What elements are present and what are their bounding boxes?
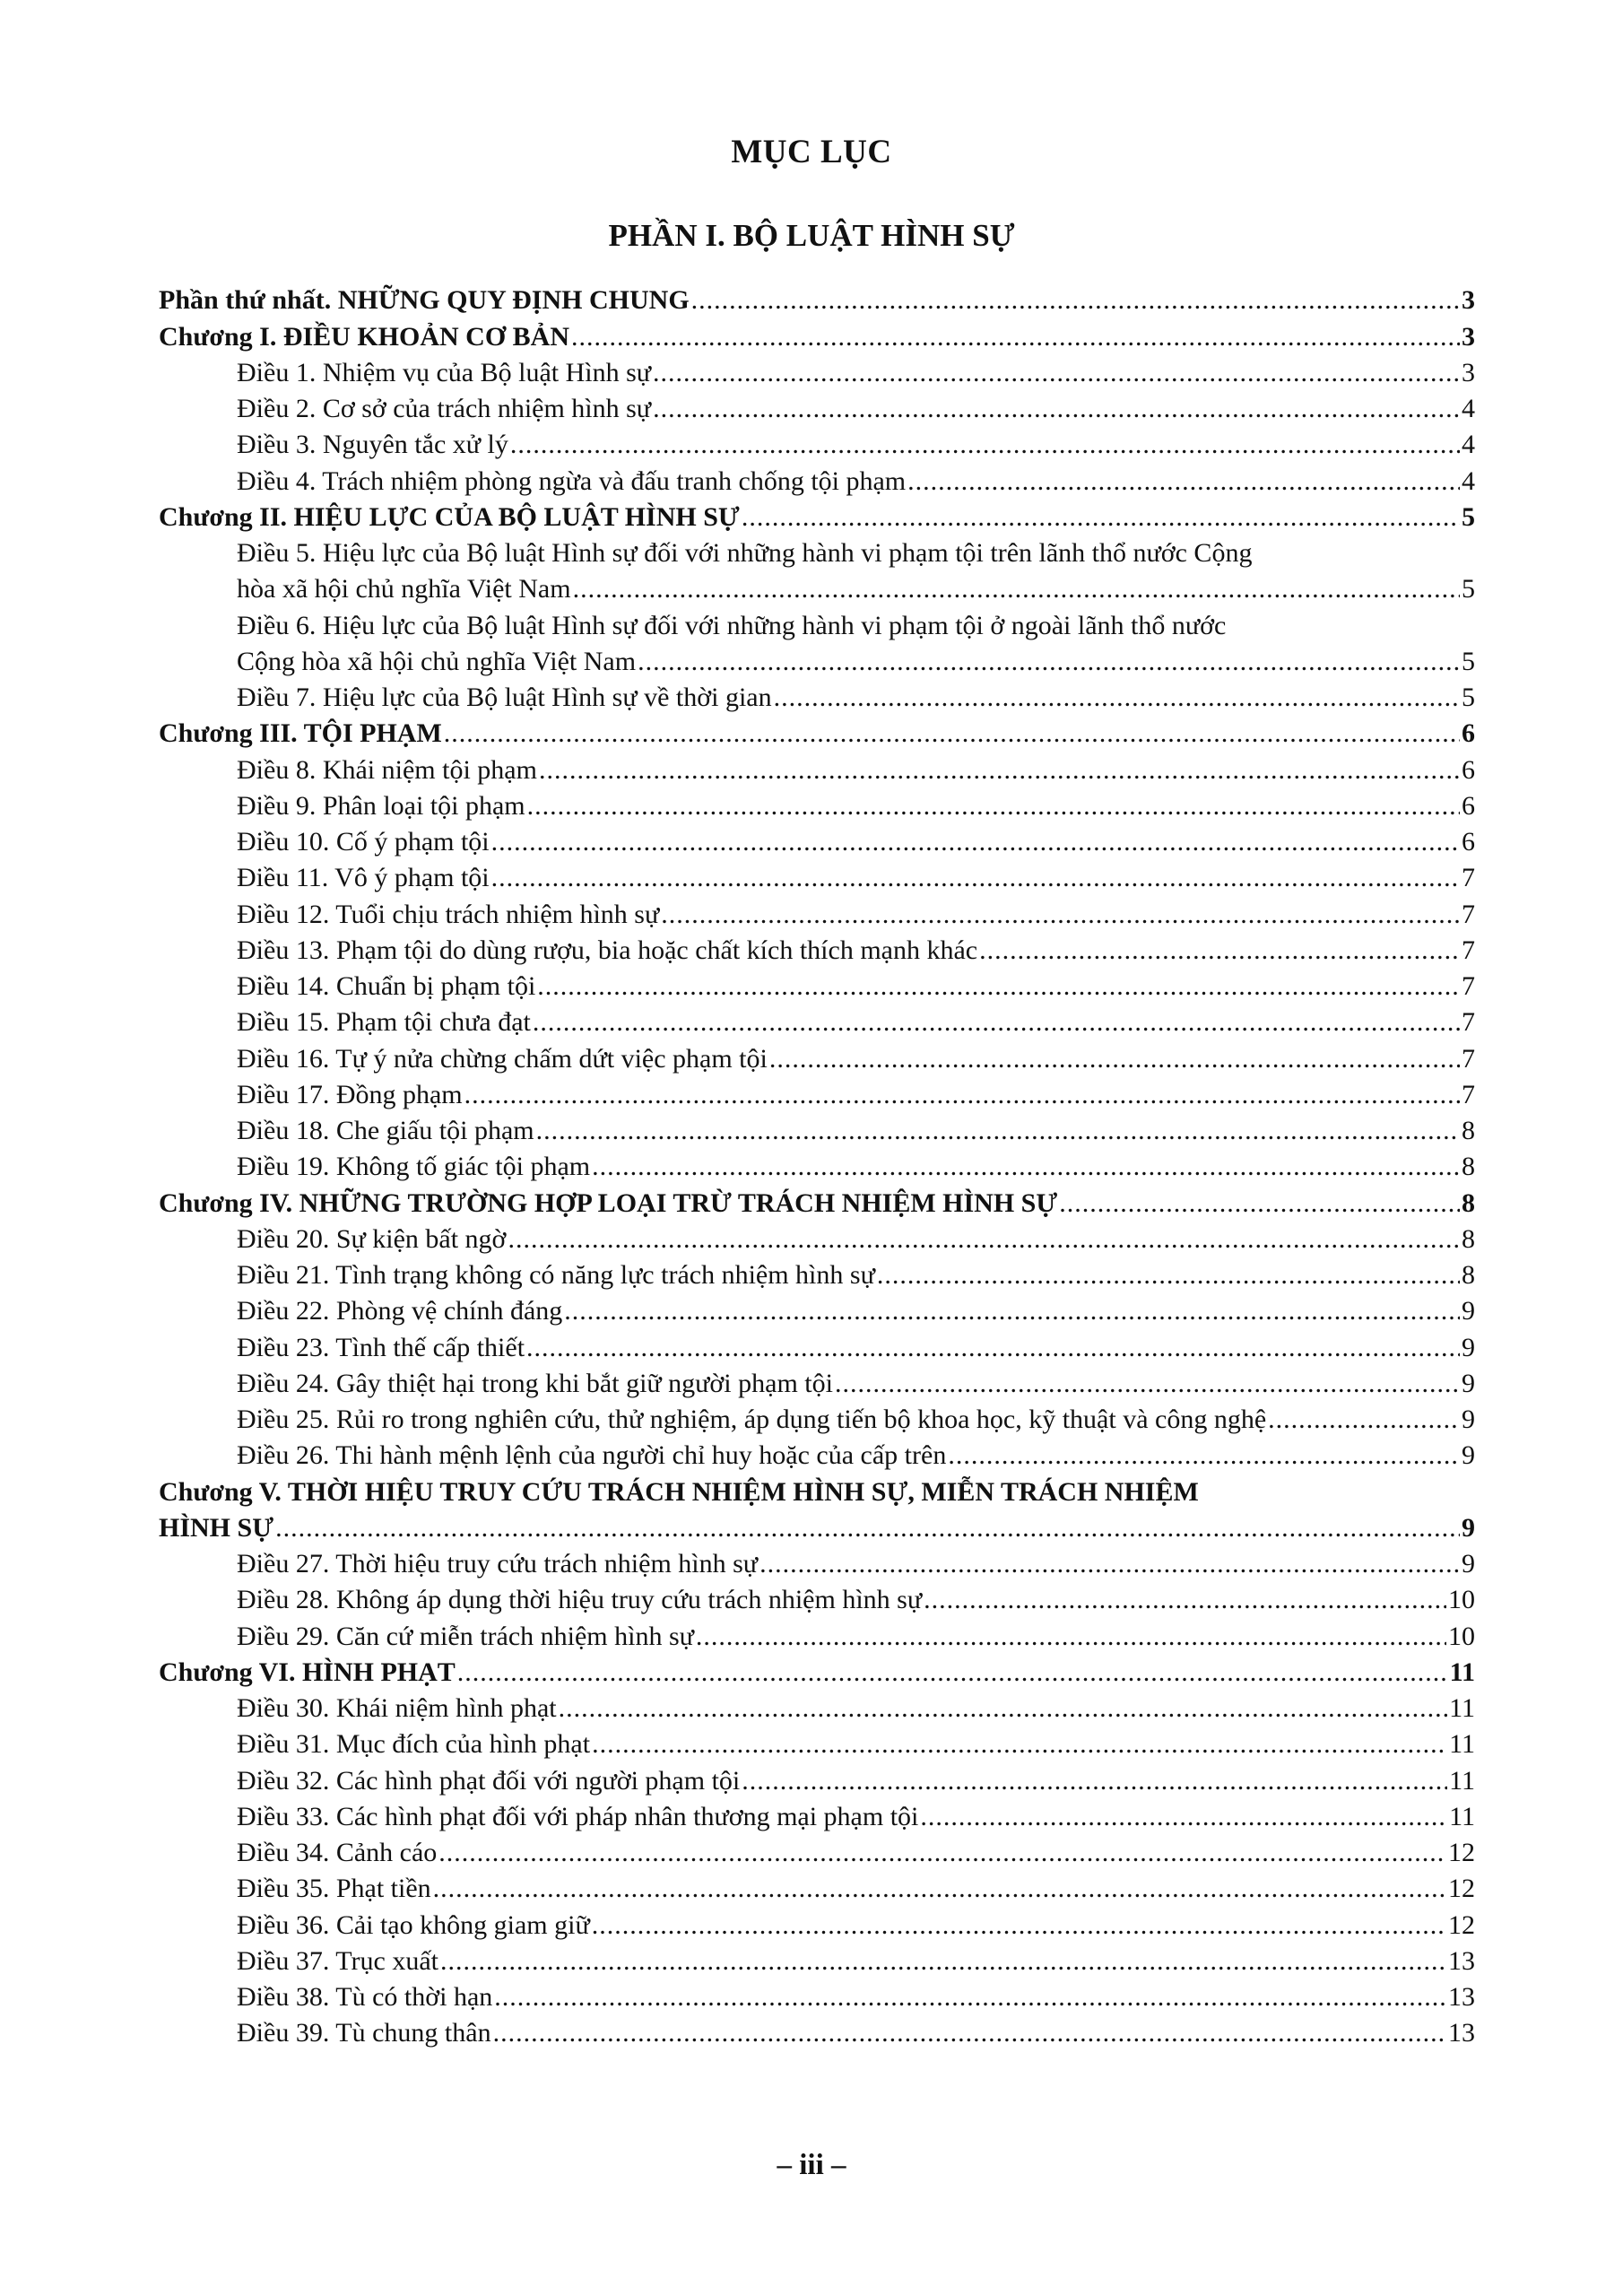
toc-entry-title: Điều 3. Nguyên tắc xử lý <box>237 430 508 460</box>
toc-entry-article <box>159 786 1475 822</box>
toc-entry-title-line: Điều 6. Hiệu lực của Bộ luật Hình sự đối với những hành vi phạm tội ở ngoài lãnh thổ nước <box>237 610 1227 640</box>
toc-page-number: 4 <box>1462 430 1475 460</box>
toc-entry-article <box>159 1724 1475 1760</box>
toc-entry-title: Điều 7. Hiệu lực của Bộ luật Hình sự về thời gian <box>237 683 772 712</box>
toc-entry-article <box>159 1688 1475 1724</box>
toc-entry-title: Điều 20. Sự kiện bất ngờ <box>237 1223 507 1254</box>
toc-entry-article <box>159 1977 1475 2013</box>
toc-page-number: 9 <box>1462 1549 1475 1578</box>
toc-page-number: 12 <box>1448 1874 1475 1904</box>
toc-entry-title-line: Chương V. THỜI HIỆU TRUY CỨU TRÁCH NHIỆM HÌNH SỰ, MIỄN TRÁCH NHIỆM <box>159 1476 1199 1507</box>
toc-page-number: 8 <box>1462 1187 1475 1218</box>
toc-entry-title: Chương II. HIỆU LỰC CỦA BỘ LUẬT HÌNH SỰ <box>159 501 740 532</box>
toc-entry-title: Điều 19. Không tố giác tội phạm <box>237 1152 591 1182</box>
toc-dot-leader <box>573 574 1460 604</box>
toc-dot-leader <box>537 971 1460 1002</box>
toc-entry-article <box>159 749 1475 785</box>
toc-entry-chapter <box>159 713 1475 749</box>
toc-dot-leader <box>536 1116 1460 1146</box>
toc-dot-leader <box>920 1802 1447 1832</box>
toc-dot-leader <box>491 863 1460 893</box>
toc-page-number: 13 <box>1448 1982 1475 2012</box>
toc-entry-article <box>159 1544 1475 1579</box>
toc-entry-article <box>159 1255 1475 1291</box>
toc-dot-leader <box>877 1260 1460 1291</box>
toc-page-number: 8 <box>1462 1260 1475 1290</box>
toc-entry-title: Điều 10. Cố ý phạm tội <box>237 827 490 857</box>
toc-page-number: 7 <box>1462 863 1475 893</box>
toc-dot-leader <box>592 1729 1447 1760</box>
toc-entry-title: Điều 35. Phạt tiền <box>237 1874 431 1904</box>
toc-page-number: 5 <box>1462 683 1475 712</box>
toc-entry-title: Chương III. TỘI PHẠM <box>159 718 442 749</box>
toc-dot-leader <box>564 1296 1460 1326</box>
toc-page-number: 8 <box>1462 1116 1475 1145</box>
toc-page-number: 5 <box>1462 501 1475 532</box>
toc-page-number: 12 <box>1448 1909 1475 1940</box>
toc-page-number: 10 <box>1448 1585 1475 1615</box>
toc-entry-title: Điều 25. Rủi ro trong nghiên cứu, thử nghiệm, áp dụng tiến bộ khoa học, kỹ thuật và công nghệ <box>237 1405 1267 1434</box>
toc-dot-leader <box>742 502 1460 533</box>
toc-dot-leader <box>924 1585 1446 1615</box>
toc-entry-article <box>159 1219 1475 1255</box>
toc-entry-title: Điều 17. Đồng phạm <box>237 1079 463 1109</box>
toc-entry-title: Điều 9. Phân loại tội phạm <box>237 790 525 821</box>
toc-page-number: 8 <box>1462 1152 1475 1182</box>
toc-dot-leader <box>661 900 1460 930</box>
toc-page-number: 7 <box>1462 1079 1475 1109</box>
toc-dot-leader <box>592 1152 1460 1182</box>
toc-entry-title: HÌNH SỰ <box>159 1512 274 1543</box>
toc-entry-title: Phần thứ nhất. NHỮNG QUY ĐỊNH CHUNG <box>159 285 690 316</box>
toc-page-number: 9 <box>1462 1512 1475 1543</box>
toc-entry-title: Điều 39. Tù chung thân <box>237 2018 491 2048</box>
toc-entry-title: Điều 11. Vô ý phạm tội <box>237 863 490 893</box>
toc-dot-leader <box>275 1513 1460 1544</box>
toc-entry-title: Điều 18. Che giấu tội phạm <box>237 1116 534 1145</box>
toc-page-number: 11 <box>1449 1729 1475 1760</box>
toc-entry-title: Điều 4. Trách nhiệm phòng ngừa và đấu tranh chống tội phạm <box>237 465 907 496</box>
toc-dot-leader <box>444 718 1460 749</box>
toc-entry-title: Điều 31. Mục đích của hình phạt <box>237 1729 591 1760</box>
toc-page-number: 3 <box>1462 357 1475 387</box>
toc-entry-title: Điều 33. Các hình phạt đối với pháp nhân thương mại phạm tội <box>237 1801 919 1831</box>
toc-entry-title: Điều 8. Khái niệm tội phạm <box>237 754 537 785</box>
toc-dot-leader <box>696 1622 1446 1652</box>
toc-entry-article <box>159 1363 1475 1399</box>
toc-page-number: 9 <box>1462 1296 1475 1326</box>
toc-page-number: 11 <box>1449 1693 1475 1723</box>
toc-entry-article <box>159 822 1475 857</box>
toc-dot-leader <box>508 1224 1460 1255</box>
toc-entry-article <box>159 1110 1475 1146</box>
toc-entry-article <box>159 1435 1475 1471</box>
toc-dot-leader <box>1059 1188 1460 1219</box>
toc-entry-article <box>159 677 1475 713</box>
toc-page-number: 9 <box>1462 1440 1475 1471</box>
toc-dot-leader <box>438 1838 1446 1868</box>
toc-entry-title: Điều 22. Phòng vệ chính đáng <box>237 1296 563 1326</box>
toc-entry-title: Chương I. ĐIỀU KHOẢN CƠ BẢN <box>159 321 570 352</box>
toc-dot-leader <box>653 394 1460 424</box>
toc-entry-part <box>159 280 1475 316</box>
toc-page-number: 11 <box>1449 1765 1475 1796</box>
toc-page-number: 4 <box>1462 465 1475 496</box>
toc-page-number: 9 <box>1462 1405 1475 1434</box>
toc-entry-title: Điều 38. Tù có thời hạn <box>237 1982 493 2012</box>
toc-entry-title: Điều 30. Khái niệm hình phạt <box>237 1693 557 1723</box>
toc-entry-title: Điều 1. Nhiệm vụ của Bộ luật Hình sự <box>237 357 652 387</box>
toc-entry-article <box>159 1146 1475 1182</box>
toc-entry-chapter <box>159 1508 1475 1544</box>
toc-entry-title: Chương VI. HÌNH PHẠT <box>159 1657 456 1687</box>
toc-entry-article <box>159 1579 1475 1615</box>
toc-page-number: 9 <box>1462 1332 1475 1362</box>
toc-entry-title: Điều 37. Trục xuất <box>237 1945 438 1976</box>
toc-dot-leader <box>1268 1405 1460 1435</box>
toc-page-number: 10 <box>1448 1621 1475 1651</box>
toc-entry-article <box>159 1760 1475 1796</box>
toc-entry-title: Điều 34. Cảnh cáo <box>237 1838 438 1867</box>
toc-entry-title: Điều 24. Gây thiệt hại trong khi bắt giữ người phạm tội <box>237 1368 833 1398</box>
toc-page-number: 6 <box>1462 718 1475 749</box>
toc-page-number: 12 <box>1448 1838 1475 1867</box>
toc-dot-leader <box>774 683 1460 713</box>
toc-page-number: 6 <box>1462 827 1475 857</box>
page-title: MỤC LỤC <box>731 134 892 170</box>
toc-entry-title: Điều 29. Căn cứ miễn trách nhiệm hình sự <box>237 1621 694 1651</box>
toc-entry-title: Điều 16. Tự ý nửa chừng chấm dứt việc phạm tội <box>237 1043 768 1074</box>
toc-entry-title: Điều 12. Tuổi chịu trách nhiệm hình sự <box>237 899 660 929</box>
toc-page-number: 13 <box>1448 1945 1475 1976</box>
toc-dot-leader <box>835 1369 1460 1399</box>
toc-entry-article <box>159 352 1475 388</box>
toc-dot-leader <box>948 1440 1460 1471</box>
toc-dot-leader <box>769 1044 1460 1074</box>
toc-entry-article <box>159 1038 1475 1074</box>
toc-entry-article <box>159 966 1475 1002</box>
toc-entry-title: Chương IV. NHỮNG TRƯỜNG HỢP LOẠI TRỪ TRÁCH NHIỆM HÌNH SỰ <box>159 1187 1058 1218</box>
toc-entry-article <box>159 1291 1475 1326</box>
toc-page-number: 7 <box>1462 1007 1475 1038</box>
toc-entry-article <box>159 2013 1475 2048</box>
toc-page-number: 3 <box>1462 285 1475 316</box>
toc-entry-chapter <box>159 1182 1475 1218</box>
toc-page-number: 7 <box>1462 935 1475 965</box>
toc-entry-article <box>159 930 1475 966</box>
toc-entry-title: Điều 15. Phạm tội chưa đạt <box>237 1007 531 1038</box>
toc-entry-title: Điều 26. Thi hành mệnh lệnh của người chỉ huy hoặc của cấp trên <box>237 1440 947 1471</box>
toc-entry-article <box>159 1868 1475 1904</box>
toc-entry-article <box>159 893 1475 929</box>
toc-dot-leader <box>491 827 1460 857</box>
toc-entry-article <box>159 857 1475 893</box>
toc-entry-article <box>159 641 1475 677</box>
toc-dot-leader <box>653 358 1460 388</box>
toc-entry-title: Điều 14. Chuẩn bị phạm tội <box>237 971 536 1001</box>
toc-dot-leader <box>533 1007 1460 1038</box>
toc-page-number: 4 <box>1462 394 1475 423</box>
toc-entry-chapter <box>159 1652 1475 1688</box>
toc-dot-leader <box>510 430 1460 460</box>
toc-entry-article <box>159 1615 1475 1651</box>
toc-dot-leader <box>493 2018 1446 2048</box>
toc-page-number: 3 <box>1462 321 1475 352</box>
toc-page-number: 6 <box>1462 754 1475 785</box>
toc-page-number: 5 <box>1462 574 1475 604</box>
toc-entry-article <box>159 424 1475 460</box>
toc-entry-article <box>159 1941 1475 1977</box>
toc-page-number: 11 <box>1449 1657 1475 1687</box>
toc-entry-title: Điều 28. Không áp dụng thời hiệu truy cứu trách nhiệm hình sự <box>237 1585 923 1615</box>
toc-entry-article <box>159 1074 1475 1110</box>
toc-page-number: 8 <box>1462 1223 1475 1254</box>
toc-entry-title: Điều 13. Phạm tội do dùng rượu, bia hoặc chất kích thích mạnh khác <box>237 935 978 965</box>
toc-dot-leader <box>691 285 1460 316</box>
toc-page-number: 7 <box>1462 971 1475 1001</box>
toc-dot-leader <box>494 1982 1446 2013</box>
toc-dot-leader <box>979 935 1460 966</box>
toc-page-number: 7 <box>1462 1043 1475 1074</box>
toc-page-number: 13 <box>1448 2018 1475 2048</box>
toc-entry-article <box>159 1399 1475 1435</box>
toc-entry-title: Điều 21. Tình trạng không có năng lực trách nhiệm hình sự <box>237 1260 875 1290</box>
toc-page-number: 11 <box>1449 1801 1475 1831</box>
toc-entry-article <box>159 1002 1475 1038</box>
toc-dot-leader <box>539 755 1460 786</box>
toc-entry-title-line: Điều 5. Hiệu lực của Bộ luật Hình sự đối với những hành vi phạm tội trên lãnh thổ nước Cộng <box>237 538 1253 568</box>
toc-entry-article <box>159 1832 1475 1868</box>
toc-entry-article <box>159 1904 1475 1940</box>
toc-entry-article <box>159 1796 1475 1832</box>
toc-entry-title: Cộng hòa xã hội chủ nghĩa Việt Nam <box>237 646 637 676</box>
part-subtitle: PHẦN I. BỘ LUẬT HÌNH SỰ <box>608 218 1015 253</box>
toc-dot-leader <box>457 1657 1448 1688</box>
toc-dot-leader <box>742 1766 1447 1796</box>
toc-entry-title: Điều 27. Thời hiệu truy cứu trách nhiệm hình sự <box>237 1549 759 1578</box>
toc-entry-chapter <box>159 316 1475 352</box>
page-number: – iii – <box>777 2149 846 2181</box>
toc-entry-title: hòa xã hội chủ nghĩa Việt Nam <box>237 574 571 604</box>
toc-dot-leader <box>907 466 1460 497</box>
toc-entry-title: Điều 23. Tình thế cấp thiết <box>237 1332 525 1362</box>
toc-entry-article <box>159 1326 1475 1362</box>
toc-dot-leader <box>440 1946 1446 1977</box>
toc-page-number: 6 <box>1462 790 1475 821</box>
toc-dot-leader <box>559 1693 1448 1724</box>
toc-dot-leader <box>526 1333 1460 1363</box>
toc-entry-title: Điều 36. Cải tạo không giam giữ <box>237 1909 590 1940</box>
toc-dot-leader <box>571 322 1460 352</box>
toc-entry-article <box>159 569 1475 604</box>
toc-page-number: 5 <box>1462 646 1475 676</box>
toc-page-number: 9 <box>1462 1368 1475 1398</box>
toc-entry-title: Điều 2. Cơ sở của trách nhiệm hình sự <box>237 394 652 423</box>
toc-dot-leader <box>464 1080 1460 1110</box>
toc-entry-article <box>159 460 1475 496</box>
toc-dot-leader <box>638 647 1460 677</box>
toc-dot-leader <box>527 791 1460 822</box>
toc-entry-title: Điều 32. Các hình phạt đối với người phạm tội <box>237 1765 741 1796</box>
toc-page-number: 7 <box>1462 899 1475 929</box>
toc-dot-leader <box>433 1874 1446 1904</box>
toc-entry-article <box>159 388 1475 424</box>
toc-dot-leader <box>592 1910 1446 1941</box>
table-of-contents <box>159 280 1475 2048</box>
toc-entry-chapter <box>159 497 1475 533</box>
toc-dot-leader <box>759 1549 1460 1579</box>
